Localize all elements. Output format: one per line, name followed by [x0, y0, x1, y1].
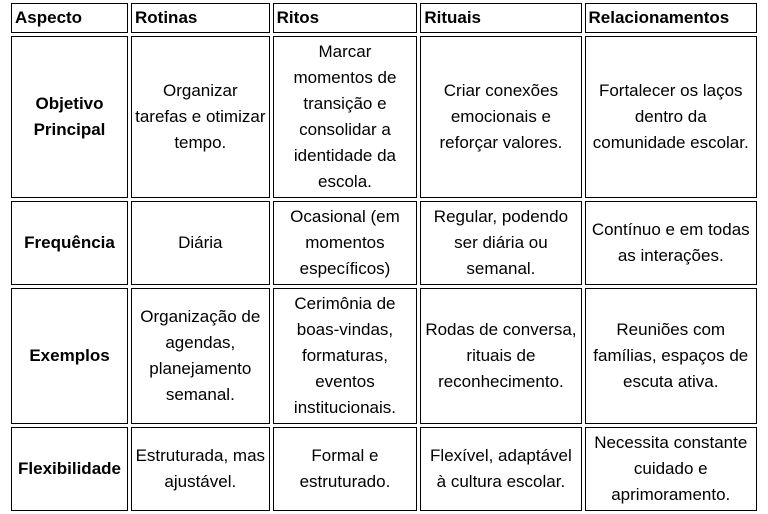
row-label-objetivo: Objetivo Principal — [11, 36, 128, 198]
table-row — [11, 427, 757, 511]
table-row — [11, 201, 757, 285]
row-label-flexibilidade: Flexibilidade — [11, 427, 128, 511]
cell-frequencia-rotinas: Diária — [131, 201, 270, 285]
header-rotinas: Rotinas — [131, 3, 270, 33]
cell-objetivo-ritos: Marcar momentos de transição e consolidar a identidade da escola. — [273, 36, 418, 198]
header-aspecto: Aspecto — [11, 3, 128, 33]
cell-exemplos-ritos: Cerimônia de boas-vindas, formaturas, eventos institucionais. — [273, 288, 418, 424]
cell-objetivo-rituais: Criar conexões emocionais e reforçar valores. — [420, 36, 581, 198]
cell-exemplos-rotinas: Organização de agendas, planejamento semanal. — [131, 288, 270, 424]
cell-flexibilidade-relacionamentos: Necessita constante cuidado e aprimoramento. — [585, 427, 758, 511]
comparison-table — [8, 0, 760, 514]
cell-exemplos-rituais: Rodas de conversa, rituais de reconhecimento. — [420, 288, 581, 424]
cell-flexibilidade-rotinas: Estruturada, mas ajustável. — [131, 427, 270, 511]
cell-frequencia-rituais: Regular, podendo ser diária ou semanal. — [420, 201, 581, 285]
cell-exemplos-relacionamentos: Reuniões com famílias, espaços de escuta ativa. — [585, 288, 758, 424]
header-ritos: Ritos — [273, 3, 418, 33]
cell-frequencia-ritos: Ocasional (em momentos específicos) — [273, 201, 418, 285]
cell-objetivo-rotinas: Organizar tarefas e otimizar tempo. — [131, 36, 270, 198]
cell-objetivo-relacionamentos: Fortalecer os laços dentro da comunidade escolar. — [585, 36, 758, 198]
row-label-exemplos: Exemplos — [11, 288, 128, 424]
header-relacionamentos: Relacionamentos — [585, 3, 758, 33]
table-row — [11, 288, 757, 424]
header-rituais: Rituais — [420, 3, 581, 33]
row-label-frequencia: Frequência — [11, 201, 128, 285]
cell-flexibilidade-rituais: Flexível, adaptável à cultura escolar. — [420, 427, 581, 511]
cell-flexibilidade-ritos: Formal e estruturado. — [273, 427, 418, 511]
table-header-row — [11, 3, 757, 33]
table-row — [11, 36, 757, 198]
cell-frequencia-relacionamentos: Contínuo e em todas as interações. — [585, 201, 758, 285]
